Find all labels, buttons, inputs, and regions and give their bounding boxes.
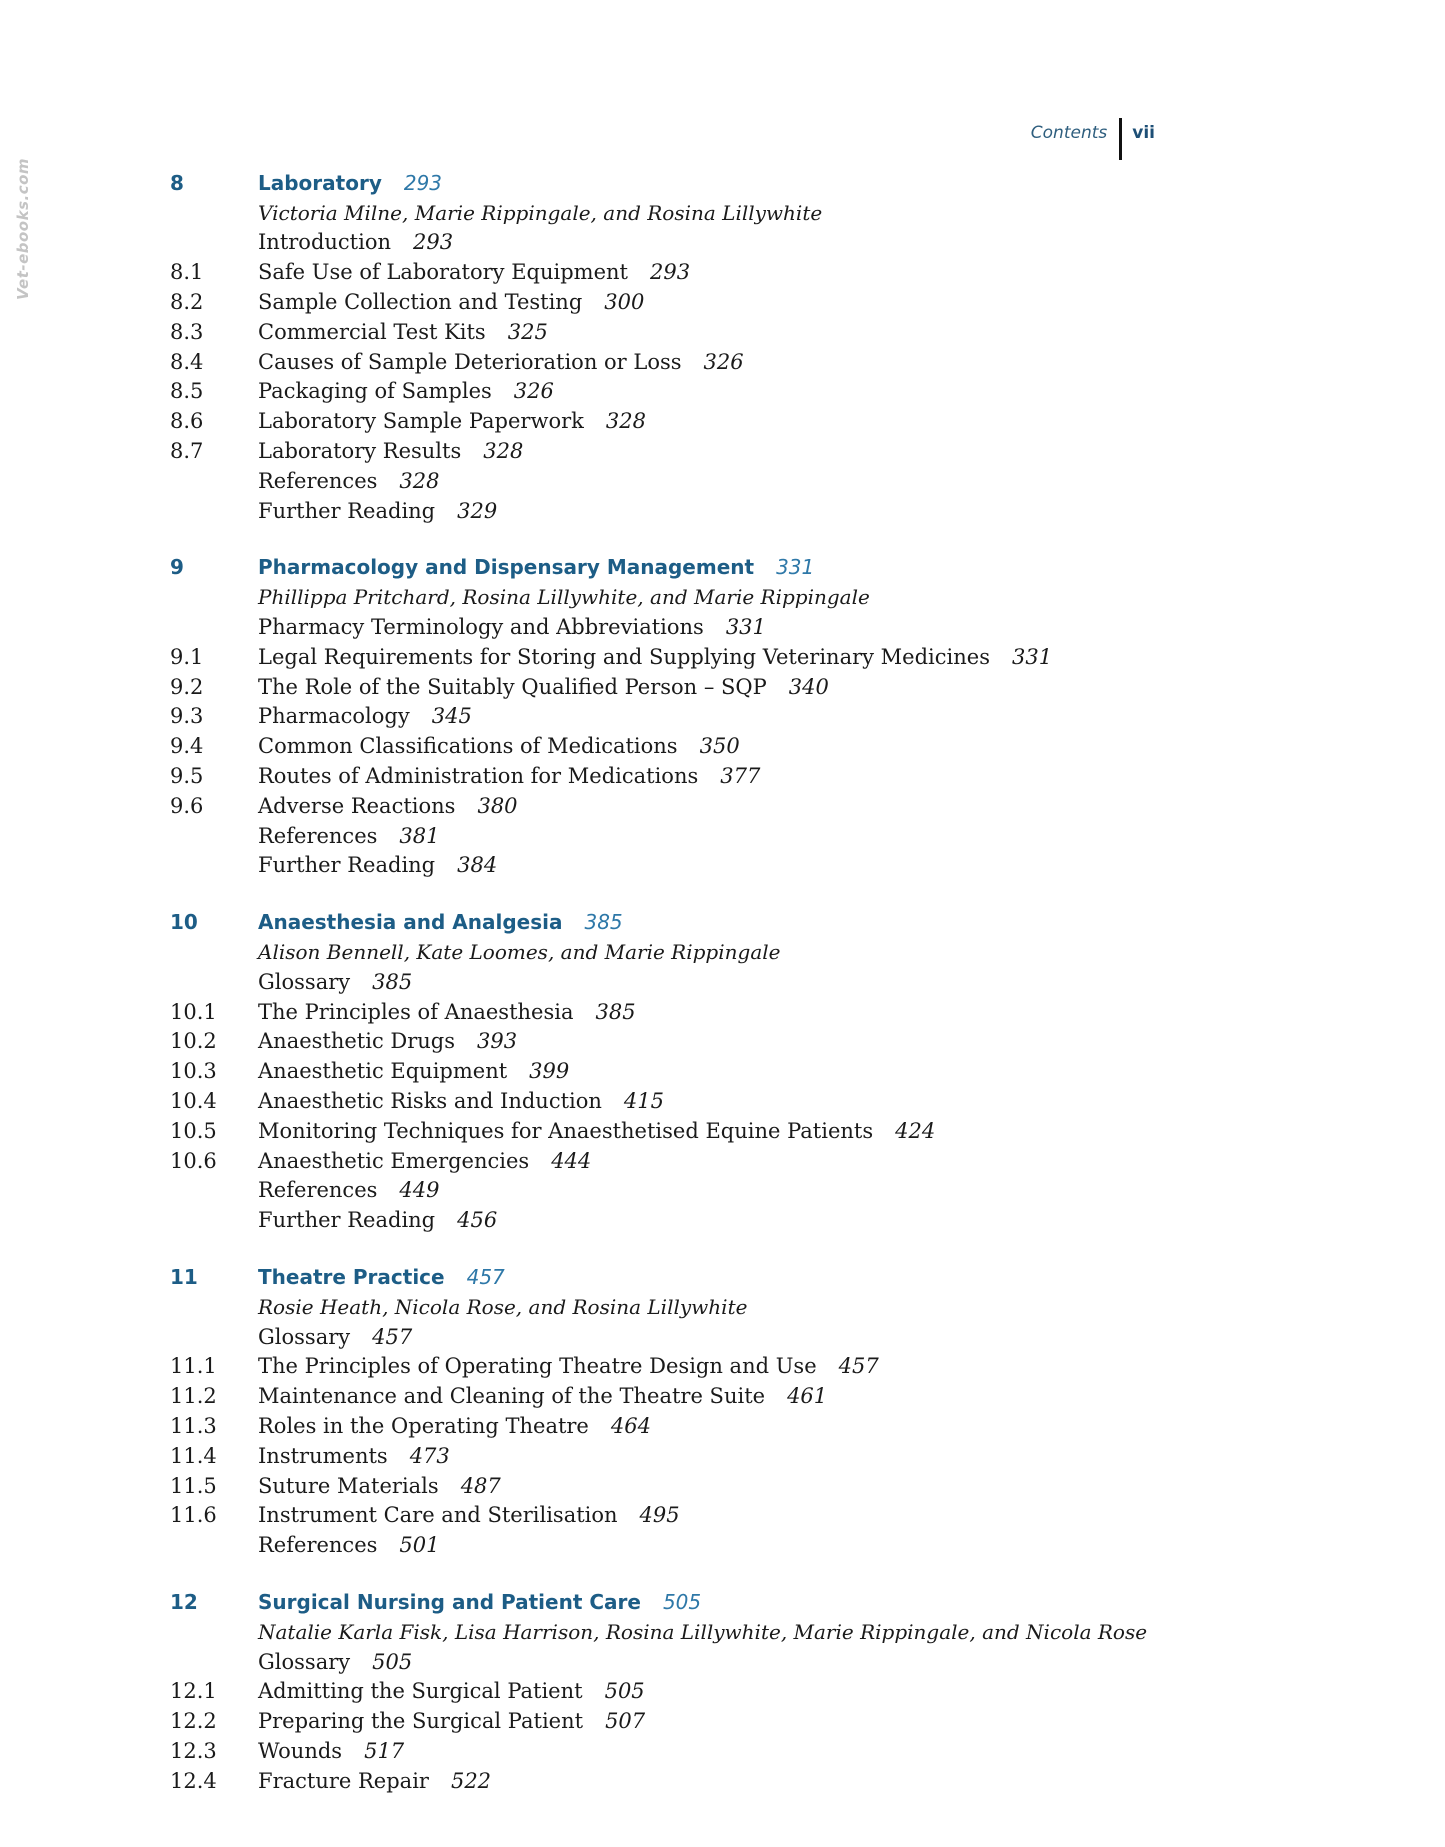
chapter-authors-row <box>170 1617 1270 1647</box>
section-title: Packaging of Samples <box>258 379 492 404</box>
section-title: Glossary <box>258 1649 351 1674</box>
section-title: Pharmacy Terminology and Abbreviations <box>258 615 704 640</box>
section-number: 11.1 <box>170 1354 217 1379</box>
toc-entry[interactable] <box>170 1441 1270 1471</box>
chapter-page: 293 <box>403 170 443 195</box>
toc-entry[interactable] <box>170 612 1270 642</box>
section-number: 8.6 <box>170 409 204 434</box>
section-number: 10.3 <box>170 1059 217 1084</box>
section-page: 393 <box>477 1029 518 1054</box>
section-title: References <box>258 1178 378 1203</box>
section-number: 8.5 <box>170 379 204 404</box>
chapter-heading[interactable] <box>170 1587 1270 1617</box>
section-page: 457 <box>372 1324 413 1349</box>
section-number: 9.3 <box>170 704 204 729</box>
section-title: Common Classifications of Medications <box>258 734 678 759</box>
section-number: 8.1 <box>170 260 204 285</box>
chapter-heading[interactable] <box>170 553 1270 583</box>
section-page: 505 <box>604 1679 645 1704</box>
toc-entry[interactable] <box>170 1381 1270 1411</box>
section-title: Adverse Reactions <box>258 793 456 818</box>
section-page: 384 <box>457 853 498 878</box>
section-page: 507 <box>605 1709 646 1734</box>
chapter-authors-row <box>170 198 1270 228</box>
chapter-block <box>170 553 1270 881</box>
section-page: 457 <box>838 1354 879 1379</box>
toc-entry[interactable] <box>170 1411 1270 1441</box>
section-page: 517 <box>364 1738 405 1763</box>
chapter-number: 12 <box>170 1589 198 1614</box>
section-page: 385 <box>595 999 636 1024</box>
section-number: 9.4 <box>170 734 204 759</box>
section-number: 10.6 <box>170 1148 217 1173</box>
toc-entry[interactable] <box>170 466 1270 496</box>
toc-entry[interactable] <box>170 496 1270 526</box>
section-title: References <box>258 823 378 848</box>
section-number: 9.2 <box>170 674 204 699</box>
toc-entry[interactable] <box>170 1027 1270 1057</box>
section-page: 326 <box>703 349 744 374</box>
section-page: 328 <box>483 439 524 464</box>
section-title: References <box>258 1533 378 1558</box>
toc-entry[interactable] <box>170 287 1270 317</box>
section-title: Glossary <box>258 1324 351 1349</box>
section-title: Roles in the Operating Theatre <box>258 1413 589 1438</box>
chapter-authors-row <box>170 1292 1270 1322</box>
chapter-authors: Natalie Karla Fisk, Lisa Harrison, Rosina Lillywhite, Marie Rippingale, and Nicola Rose <box>258 1619 1148 1644</box>
section-number: 9.1 <box>170 644 204 669</box>
section-title: Laboratory Results <box>258 439 462 464</box>
section-page: 325 <box>507 319 548 344</box>
toc-entry[interactable] <box>170 672 1270 702</box>
section-page: 326 <box>513 379 554 404</box>
section-title: Preparing the Surgical Patient <box>258 1709 584 1734</box>
section-title: Laboratory Sample Paperwork <box>258 409 584 434</box>
chapter-authors-row <box>170 582 1270 612</box>
section-page: 385 <box>372 969 413 994</box>
section-title: Anaesthetic Drugs <box>258 1029 456 1054</box>
section-page: 495 <box>639 1503 680 1528</box>
section-title: Routes of Administration for Medications <box>258 764 699 789</box>
section-page: 331 <box>1011 644 1053 669</box>
section-title: Anaesthetic Risks and Induction <box>258 1089 602 1113</box>
section-page: 381 <box>399 823 440 848</box>
chapter-authors: Phillippa Pritchard, Rosina Lillywhite, and Marie Rippingale <box>258 585 870 610</box>
section-title: Suture Materials <box>258 1473 439 1498</box>
toc-entry[interactable] <box>170 377 1270 407</box>
toc-entry[interactable] <box>170 851 1270 881</box>
toc-entry[interactable] <box>170 1647 1270 1677</box>
toc-entry[interactable] <box>170 1322 1270 1352</box>
toc-entry[interactable] <box>170 436 1270 466</box>
toc-entry[interactable] <box>170 821 1270 851</box>
section-page: 456 <box>457 1208 498 1233</box>
chapter-title: Theatre Practice <box>258 1264 445 1289</box>
running-head-divider <box>1119 118 1122 160</box>
chapter-number: 8 <box>170 170 184 195</box>
toc-entry[interactable] <box>170 347 1270 377</box>
section-page: 424 <box>895 1118 936 1143</box>
section-number: 12.3 <box>170 1738 217 1763</box>
section-title: Further Reading <box>258 498 436 523</box>
toc-entry[interactable] <box>170 1676 1270 1706</box>
toc-entry[interactable] <box>170 1706 1270 1736</box>
toc-entry[interactable] <box>170 1736 1270 1766</box>
section-page: 505 <box>372 1649 413 1674</box>
section-number: 8.4 <box>170 349 204 374</box>
section-title: Maintenance and Cleaning of the Theatre Suite <box>258 1384 766 1409</box>
section-title: Monitoring Techniques for Anaesthetised Equine Patients <box>258 1118 874 1143</box>
toc-entry[interactable] <box>170 317 1270 347</box>
section-page: 464 <box>610 1413 651 1438</box>
chapter-authors: Alison Bennell, Kate Loomes, and Marie Rippingale <box>258 940 781 965</box>
section-page: 501 <box>399 1533 440 1558</box>
toc-entry[interactable] <box>170 761 1270 791</box>
section-page: 399 <box>529 1059 570 1084</box>
chapter-heading[interactable] <box>170 168 1270 198</box>
section-page: 522 <box>450 1768 492 1793</box>
section-title: The Principles of Anaesthesia <box>258 999 574 1024</box>
section-number: 11.5 <box>170 1473 217 1498</box>
running-head <box>1031 112 1155 154</box>
chapter-block <box>170 168 1270 526</box>
section-number: 9.5 <box>170 764 204 789</box>
toc-entry[interactable] <box>170 1205 1270 1235</box>
section-page: 444 <box>551 1148 592 1173</box>
section-title: Sample Collection and Testing <box>258 290 583 315</box>
chapter-block <box>170 907 1270 1235</box>
table-of-contents <box>170 168 1270 1823</box>
chapter-title: Pharmacology and Dispensary Management <box>258 555 755 580</box>
section-title: Anaesthetic Equipment <box>258 1059 508 1084</box>
section-number: 8.3 <box>170 319 204 344</box>
section-number: 12.4 <box>170 1768 217 1793</box>
toc-entry[interactable] <box>170 1530 1270 1560</box>
chapter-page: 505 <box>662 1589 702 1614</box>
chapter-block <box>170 1262 1270 1560</box>
section-page: 350 <box>699 734 740 759</box>
chapter-page: 331 <box>776 555 815 580</box>
section-number: 12.2 <box>170 1709 217 1734</box>
chapter-title: Laboratory <box>258 170 382 195</box>
section-title: Causes of Sample Deterioration or Loss <box>258 349 682 374</box>
chapter-authors-row <box>170 937 1270 967</box>
chapter-page: 385 <box>584 910 623 935</box>
toc-entry[interactable] <box>170 967 1270 997</box>
section-title: Instrument Care and Sterilisation <box>258 1503 618 1528</box>
section-title: Pharmacology <box>258 704 410 729</box>
chapter-page: 457 <box>466 1264 505 1289</box>
toc-entry[interactable] <box>170 257 1270 287</box>
running-head-label: Contents <box>1030 123 1108 143</box>
section-number: 10.1 <box>170 999 217 1024</box>
section-page: 328 <box>605 409 646 434</box>
chapter-heading[interactable] <box>170 1262 1270 1292</box>
toc-entry[interactable] <box>170 1146 1270 1176</box>
toc-entry[interactable] <box>170 791 1270 821</box>
section-title: Glossary <box>258 969 351 994</box>
section-page: 380 <box>477 793 518 818</box>
section-title: Wounds <box>258 1738 343 1763</box>
chapter-number: 10 <box>170 910 198 935</box>
toc-entry[interactable] <box>170 228 1270 258</box>
toc-entry[interactable] <box>170 997 1270 1027</box>
section-number: 11.3 <box>170 1413 217 1438</box>
section-number: 8.2 <box>170 290 204 315</box>
section-number: 12.1 <box>170 1679 217 1704</box>
section-number: 10.2 <box>170 1029 217 1054</box>
section-page: 300 <box>604 290 645 315</box>
toc-entry[interactable] <box>170 1766 1270 1796</box>
section-number: 10.5 <box>170 1118 217 1143</box>
section-title: Anaesthetic Emergencies <box>258 1148 530 1173</box>
section-title: The Role of the Suitably Qualified Person – SQP <box>258 674 767 699</box>
toc-entry[interactable] <box>170 702 1270 732</box>
section-title: Legal Requirements for Storing and Supplying Veterinary Medicines <box>258 644 990 669</box>
toc-entry[interactable] <box>170 406 1270 436</box>
section-page: 345 <box>431 704 472 729</box>
section-number: 10.4 <box>170 1089 217 1113</box>
section-page: 461 <box>787 1384 828 1409</box>
section-page: 329 <box>457 498 498 523</box>
section-number: 11.6 <box>170 1503 217 1528</box>
section-title: Commercial Test Kits <box>258 319 486 344</box>
toc-entry[interactable] <box>170 1086 1270 1116</box>
section-title: Further Reading <box>258 1208 436 1233</box>
section-title: Fracture Repair <box>258 1768 429 1793</box>
section-page: 328 <box>399 468 440 493</box>
chapter-heading[interactable] <box>170 907 1270 937</box>
chapter-title: Surgical Nursing and Patient Care <box>258 1589 641 1614</box>
section-number: 9.6 <box>170 793 204 818</box>
section-page: 415 <box>623 1089 665 1113</box>
page-number: vii <box>1132 123 1155 143</box>
watermark-logo: Vet-ebooks.com <box>14 157 32 300</box>
toc-entry[interactable] <box>170 1056 1270 1086</box>
chapter-block <box>170 1587 1270 1796</box>
chapter-authors: Rosie Heath, Nicola Rose, and Rosina Lillywhite <box>258 1294 748 1319</box>
section-page: 331 <box>725 615 766 640</box>
toc-entry[interactable] <box>170 1500 1270 1530</box>
chapter-authors: Victoria Milne, Marie Rippingale, and Rosina Lillywhite <box>258 200 823 225</box>
toc-entry[interactable] <box>170 1116 1270 1146</box>
section-page: 293 <box>649 260 691 285</box>
section-title: Further Reading <box>258 853 436 878</box>
section-title: Instruments <box>258 1443 388 1468</box>
section-page: 377 <box>720 764 761 789</box>
section-title: Safe Use of Laboratory Equipment <box>258 260 628 285</box>
section-number: 8.7 <box>170 439 204 464</box>
section-number: 11.4 <box>170 1443 217 1468</box>
toc-entry[interactable] <box>170 1176 1270 1206</box>
section-page: 487 <box>460 1473 501 1498</box>
toc-entry[interactable] <box>170 1351 1270 1381</box>
section-title: References <box>258 468 378 493</box>
section-number: 11.2 <box>170 1384 217 1409</box>
chapter-number: 11 <box>170 1264 198 1289</box>
section-page: 293 <box>413 230 454 255</box>
section-page: 473 <box>409 1443 450 1468</box>
section-page: 340 <box>788 674 829 699</box>
toc-entry[interactable] <box>170 642 1270 672</box>
section-title: Introduction <box>258 230 391 255</box>
section-title: Admitting the Surgical Patient <box>258 1679 583 1704</box>
toc-entry[interactable] <box>170 1471 1270 1501</box>
section-page: 449 <box>399 1178 440 1203</box>
toc-entry[interactable] <box>170 731 1270 761</box>
chapter-number: 9 <box>170 555 184 580</box>
chapter-title: Anaesthesia and Analgesia <box>258 910 563 935</box>
section-title: The Principles of Operating Theatre Design and Use <box>258 1354 817 1379</box>
